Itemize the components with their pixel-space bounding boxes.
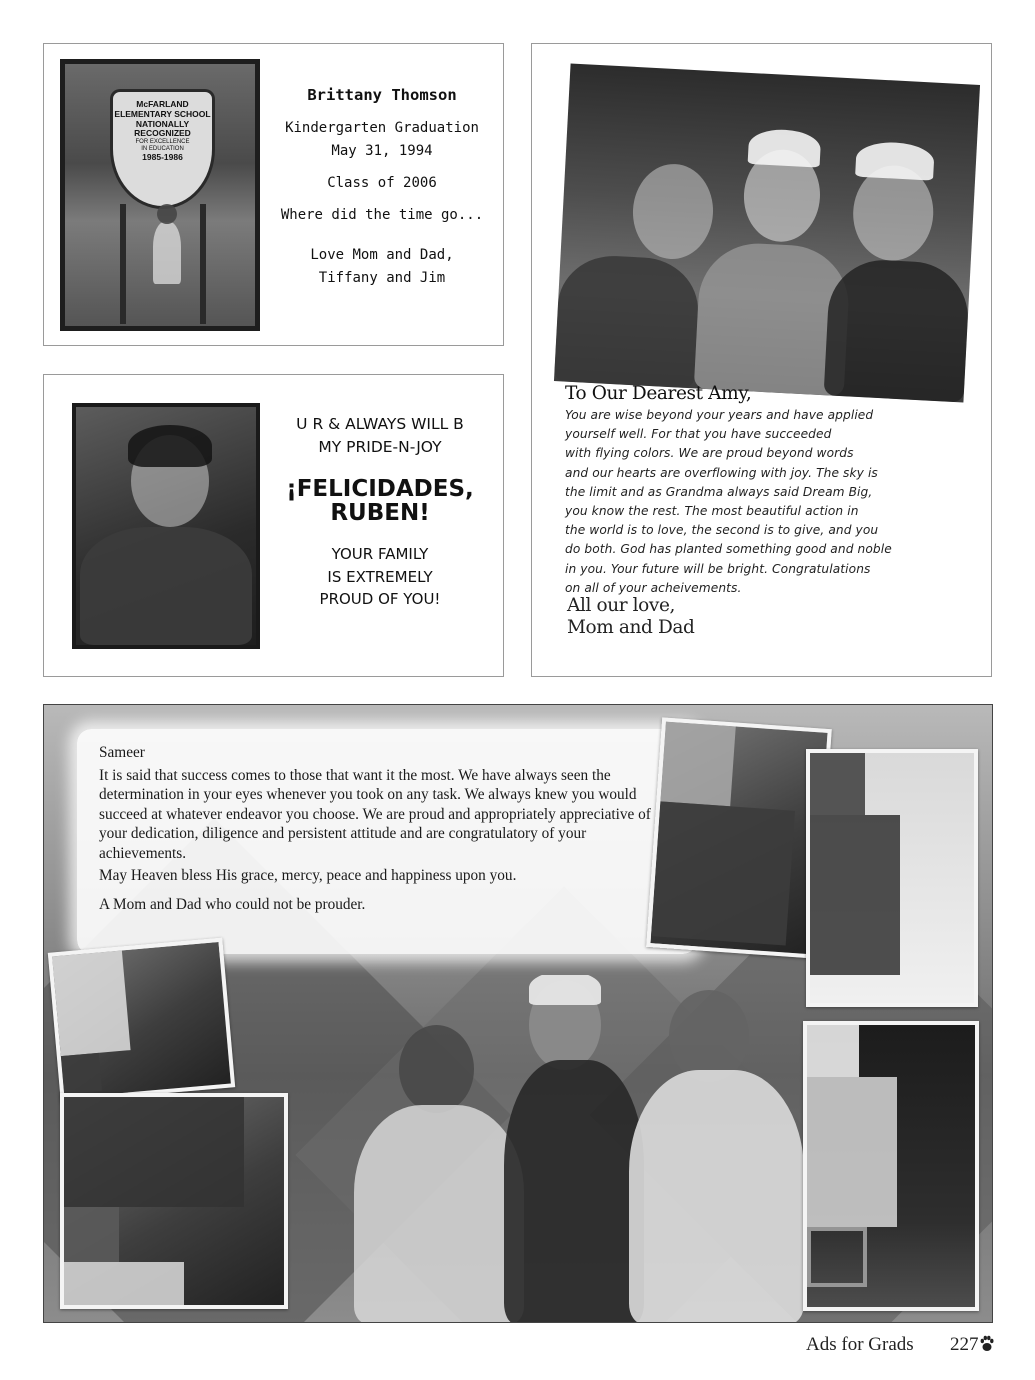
toddler-face [660,722,735,807]
amy-family-photo [554,63,980,402]
sameer-name: Sameer [99,744,145,761]
karate-uniform [52,950,130,1056]
ruben-text-block [270,413,490,611]
sameer-paragraph-1: It is said that success comes to those that want it the most. We have always seen the determination in your eyes whenever you took on any task. We always knew you would succeed at whatever endeavor you choose. We are proud and appropriately appreciative of your dedication, diligence and persistent attitude and are congratulatory of your achievements. [99,766,651,862]
letter-line: the limit and as Grandma always said Dream Big, [565,484,873,499]
child-head [157,204,177,224]
rider-body [807,1077,897,1227]
school-sign [110,89,215,209]
paw-icon [980,1335,994,1353]
message-line: Where did the time go... [280,207,484,223]
sign-small-1: FOR EXCELLENCE [135,139,190,146]
dog [64,1262,184,1309]
father-cap [855,141,935,181]
sign-line-1: McFARLAND [136,99,189,109]
snapshot-dog [60,1093,288,1309]
letter-line: you know the rest. The most beautiful action in [565,504,859,519]
family-line-2: IS EXTREMELY [327,567,433,586]
footer-section-title: Ads for Grads [806,1334,914,1355]
child-figure [153,222,181,284]
felicidades-heading: ¡FELICIDADES, [286,476,474,502]
letter-line: You are wise beyond your years and have applied [565,408,874,422]
snowsuit-hood [810,753,865,815]
mother-face [631,162,716,261]
snapshot-karate [48,938,235,1103]
pride-line-2: MY PRIDE-N-JOY [318,438,442,456]
ruben-portrait-photo [72,403,260,649]
graduation-event: Kindergarten Graduation [285,120,479,136]
sign-line-4: RECOGNIZED [134,128,191,139]
bike-wheel [807,1227,867,1287]
sign-line-3: NATIONALLY [135,118,190,129]
graduation-date: May 31, 1994 [331,143,433,159]
brittany-text-block [272,84,492,290]
snapshot-bike [803,1021,979,1311]
spacer [272,195,492,204]
pride-line-1: U R & ALWAYS WILL B [296,415,464,433]
snapshot-snow [806,749,978,1007]
spacer [272,227,492,236]
graduate-name: Brittany Thomson [307,86,457,104]
mother-head [399,1025,474,1113]
signature-line-1: Love Mom and Dad, [310,247,454,263]
mother-body [354,1105,524,1323]
amy-cap [748,128,822,168]
toddler-jacket [651,801,795,945]
father-jacket [824,257,971,402]
snapshot-stethoscope [646,717,832,958]
father-body [504,1060,644,1323]
sign-post-right [200,204,206,324]
sameer-paragraph-2: May Heaven bless His grace, mercy, peace and happiness upon you. [99,867,517,884]
letter-line: and our hearts are overflowing with joy. The sky is [565,465,878,480]
class-year: Class of 2006 [327,175,437,191]
amy-ad [531,43,992,677]
helmet [807,1025,859,1077]
sign-line-2: ELEMENTARY SCHOOL [114,108,211,119]
sameer-message [99,743,654,917]
letter-line: with flying colors. We are proud beyond words [565,446,854,461]
brittany-school-sign-photo [60,59,260,331]
sameer-body [629,1070,804,1323]
amy-closing [567,595,694,639]
sameer-ad [43,704,993,1323]
mother-sweatshirt [554,253,701,388]
family-line-3: PROUD OF YOU! [319,590,441,608]
ruben-ad [43,374,504,677]
sign-years: 1985-1986 [142,151,183,162]
boy-lying [64,1097,244,1207]
sign-small-2: IN EDUCATION [141,145,184,152]
boy-head [64,1207,119,1262]
letter-line: yourself well. For that you have succeeded [565,427,832,442]
father-cap [529,975,601,1005]
closing-line-2: Mom and Dad [567,617,695,638]
boy-shirt [80,527,252,645]
footer-page-number: 227 [950,1334,979,1355]
sameer-paragraph-3: A Mom and Dad who could not be prouder. [99,895,366,913]
brittany-ad [43,43,504,346]
boy-hair [128,425,212,467]
amy-salutation: To Our Dearest Amy, [565,383,752,404]
spacer [272,163,492,172]
letter-line: in you. Your future will be bright. Congratulations [565,561,871,576]
sameer-head [669,990,749,1082]
signature-line-2: Tiffany and Jim [318,270,446,286]
letter-line: the world is to love, the second is to give, and you [565,523,879,538]
snowsuit [810,815,900,975]
family-group-photo [329,975,809,1323]
family-line-1: YOUR FAMILY [331,545,429,563]
letter-line: on all of your acheivements. [565,580,742,595]
closing-line-1: All our love, [567,595,675,616]
ruben-heading: RUBEN! [330,500,430,526]
amy-letter [565,406,975,598]
karate-head [61,1053,102,1094]
sign-post-left [120,204,126,324]
letter-line: do both. God has planted something good and noble [565,542,892,557]
